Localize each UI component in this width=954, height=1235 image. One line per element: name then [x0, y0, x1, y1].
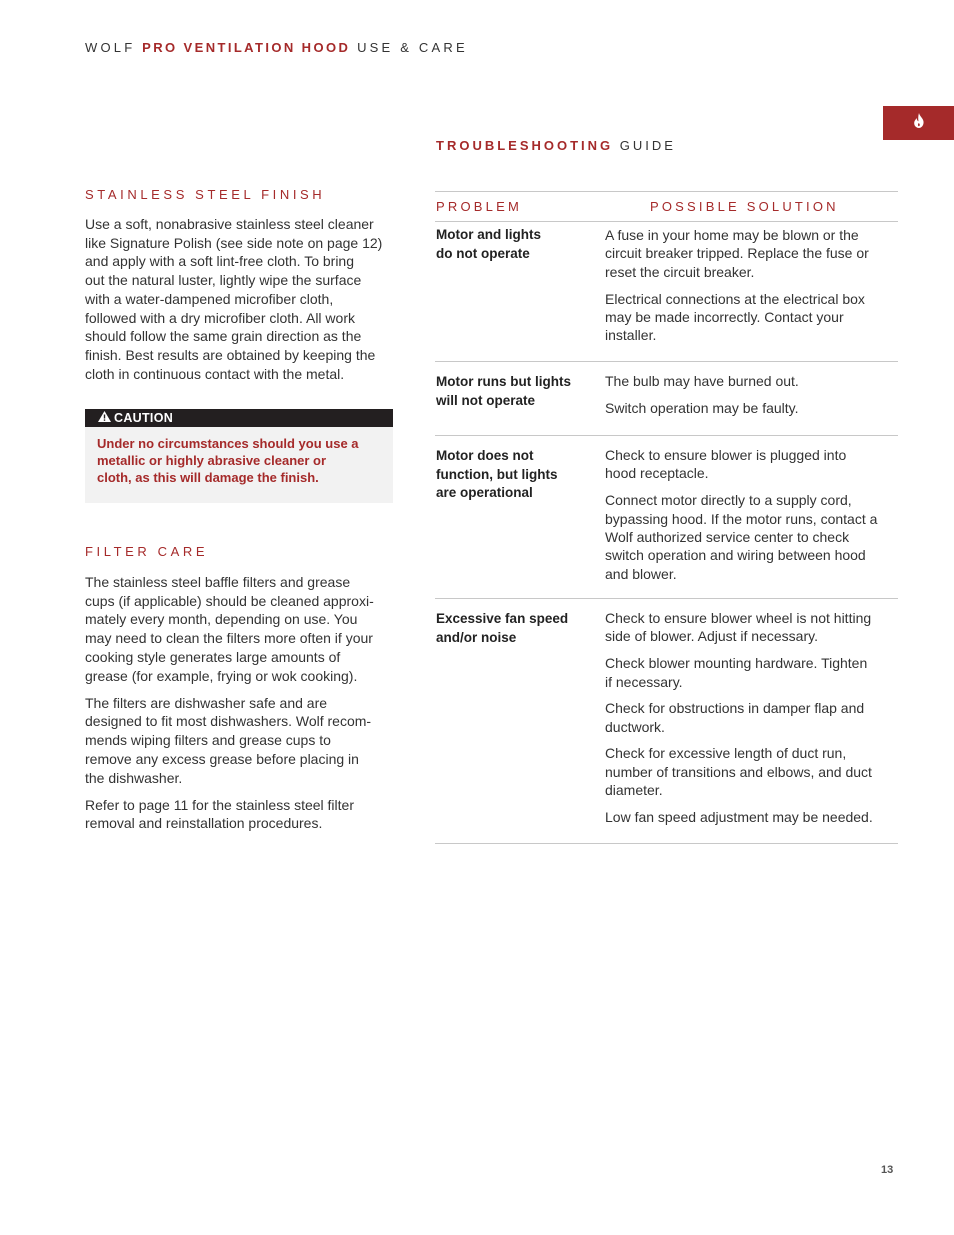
text-line: and blower.: [605, 565, 677, 582]
text-line: with a water-dampened microfiber cloth,: [85, 290, 334, 307]
section-tab: [883, 106, 954, 140]
text-line: cooking style generates large amounts of: [85, 648, 341, 665]
text-line: Check blower mounting hardware. Tighten: [605, 655, 868, 672]
caution-message: [85, 427, 393, 503]
text-line: The bulb may have burned out.: [605, 373, 799, 389]
text-line: mends wiping filters and grease cups to: [85, 732, 331, 749]
text-line: grease (for example, frying or wok cooking).: [85, 667, 358, 684]
troubleshooting-title: [436, 138, 676, 153]
table-body: [435, 222, 898, 844]
table-header: [435, 191, 898, 222]
column-header-problem: PROBLEM: [436, 199, 522, 214]
text-line: are operational: [436, 485, 533, 500]
warning-icon: [98, 411, 114, 425]
text-line: Check for excessive length of duct run,: [605, 745, 847, 762]
text-line: bypassing hood. If the motor runs, contact a: [605, 510, 878, 527]
text-line: installer.: [605, 327, 657, 344]
text-line: The stainless steel baffle filters and grease: [85, 574, 351, 590]
flame-icon: [913, 113, 925, 133]
text-line: Excessive fan speed: [436, 611, 569, 626]
header-suffix: USE & CARE: [357, 40, 468, 55]
solution-item: [605, 399, 900, 417]
column-header-solution: POSSIBLE SOLUTION: [650, 199, 839, 214]
caution-bar: [85, 409, 393, 427]
text-line: do not operate: [436, 245, 530, 261]
text-line: Wolf authorized service center to check: [605, 528, 850, 545]
text-line: cloth, as this will damage the finish.: [97, 470, 319, 485]
text-line: function, but lights: [436, 466, 558, 482]
text-line: hood receptacle.: [605, 465, 709, 482]
text-line: followed with a dry microfiber cloth. All work: [85, 309, 355, 326]
text-line: out the natural luster, lightly wipe the surface: [85, 272, 362, 289]
text-line: Under no circumstances should you use a: [97, 436, 359, 451]
running-header: [85, 40, 468, 55]
text-line: switch operation and wiring between hood: [605, 547, 866, 564]
solution-item: [605, 491, 900, 583]
solution-item: [605, 290, 900, 345]
text-line: Motor and lights: [436, 227, 541, 242]
text-line: Refer to page 11 for the stainless steel filter: [85, 796, 354, 813]
text-line: may need to clean the filters more often if your: [85, 630, 373, 647]
text-line: The filters are dishwasher safe and are: [85, 694, 328, 711]
filter-paragraph: [85, 573, 415, 685]
solution-item: [605, 654, 900, 691]
text-line: Check to ensure blower wheel is not hitting: [605, 610, 872, 626]
problem-cell: [436, 610, 568, 647]
problem-cell: [436, 447, 557, 503]
caution-label: CAUTION: [114, 411, 174, 425]
solution-item: [605, 226, 900, 281]
troubleshooting-table: [435, 191, 898, 844]
problem-cell: [436, 373, 571, 410]
text-line: cloth in continuous contact with the metal.: [85, 365, 345, 382]
solution-item: [605, 699, 900, 736]
solution-cell: [605, 226, 900, 353]
text-line: side of blower. Adjust if necessary.: [605, 628, 818, 645]
text-line: will not operate: [436, 392, 536, 408]
header-brand: WOLF: [85, 40, 136, 55]
table-row: [435, 436, 898, 599]
text-line: Motor does not: [436, 448, 534, 463]
filter-body: [85, 573, 415, 842]
troubleshooting-title-bold: TROUBLESHOOTING: [436, 138, 614, 153]
text-line: Switch operation may be faulty.: [605, 399, 799, 416]
text-line: remove any excess grease before placing in: [85, 750, 359, 767]
text-line: finish. Best results are obtained by keeping the: [85, 346, 376, 363]
table-row: [435, 362, 898, 436]
solution-cell: [605, 446, 900, 591]
text-line: may be made incorrectly. Contact your: [605, 308, 844, 325]
text-line: and/or noise: [436, 629, 517, 645]
stainless-title: STAINLESS STEEL FINISH: [85, 187, 326, 202]
table-row: [435, 599, 898, 844]
text-line: metallic or highly abrasive cleaner or: [97, 453, 327, 468]
text-line: circuit breaker tripped. Replace the fuse or: [605, 245, 869, 262]
text-line: Electrical connections at the electrical box: [605, 290, 865, 307]
text-line: if necessary.: [605, 673, 683, 690]
filter-paragraph: [85, 694, 415, 788]
text-line: like Signature Polish (see side note on page 12): [85, 234, 383, 251]
text-line: Motor runs but lights: [436, 374, 571, 389]
page-number: 13: [881, 1164, 894, 1176]
text-line: Connect motor directly to a supply cord,: [605, 492, 852, 509]
solution-item: [605, 744, 900, 799]
caution-text: [97, 435, 383, 486]
text-line: designed to fit most dishwashers. Wolf recom-: [85, 713, 372, 730]
text-line: number of transitions and elbows, and duct: [605, 763, 872, 780]
solution-item: [605, 446, 900, 483]
text-line: Check for obstructions in damper flap and: [605, 700, 865, 717]
text-line: Check to ensure blower is plugged into: [605, 447, 847, 463]
solution-cell: [605, 609, 900, 835]
text-line: cups (if applicable) should be cleaned approxi-: [85, 592, 374, 609]
stainless-paragraph: [85, 215, 415, 383]
filter-paragraph: [85, 796, 415, 833]
solution-item: [605, 609, 900, 646]
text-line: diameter.: [605, 782, 663, 799]
text-line: should follow the same grain direction as the: [85, 328, 362, 345]
solution-item: [605, 808, 900, 826]
text-line: removal and reinstallation procedures.: [85, 815, 323, 832]
header-product: PRO VENTILATION HOOD: [142, 40, 351, 55]
text-line: Use a soft, nonabrasive stainless steel cleaner: [85, 216, 374, 232]
troubleshooting-title-rest: GUIDE: [619, 138, 676, 153]
text-line: ductwork.: [605, 718, 665, 735]
filter-title: FILTER CARE: [85, 544, 209, 559]
table-row: [435, 222, 898, 362]
text-line: reset the circuit breaker.: [605, 263, 755, 280]
text-line: mately every month, depending on use. You: [85, 611, 358, 628]
solution-item: [605, 372, 900, 390]
solution-cell: [605, 372, 900, 425]
problem-cell: [436, 226, 541, 263]
text-line: A fuse in your home may be blown or the: [605, 227, 859, 243]
text-line: the dishwasher.: [85, 769, 183, 786]
text-line: Low fan speed adjustment may be needed.: [605, 808, 873, 825]
stainless-body: [85, 215, 415, 392]
text-line: and apply with a soft lint-free cloth. To bring: [85, 253, 355, 270]
